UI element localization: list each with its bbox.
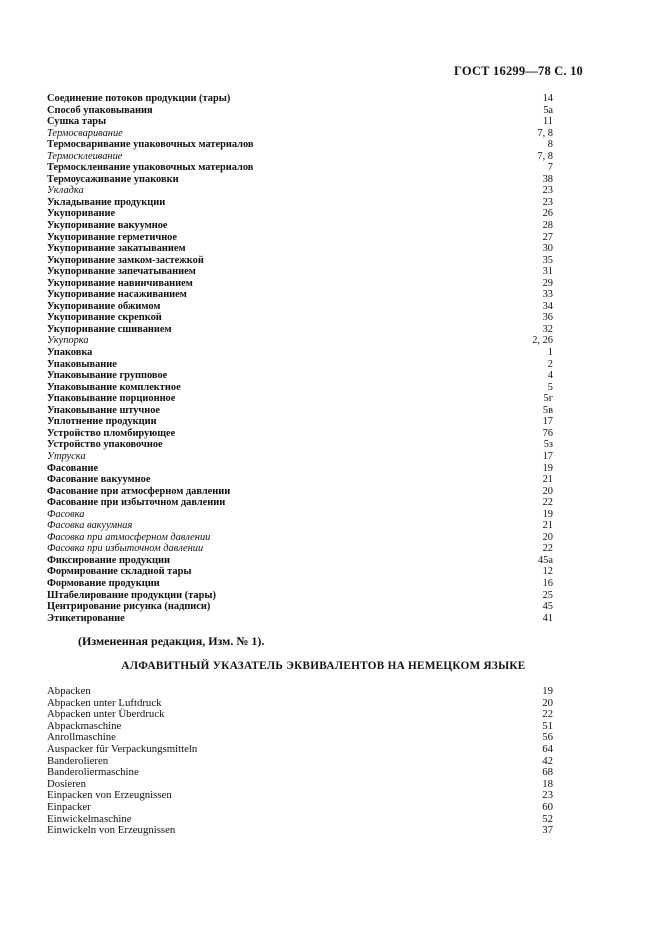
- index-entry: [47, 255, 553, 267]
- index-entry: [47, 185, 553, 197]
- german-ref: 18: [542, 777, 553, 790]
- index-entry: [47, 578, 553, 590]
- russian-term-index: [47, 93, 553, 624]
- index-ref: 2, 26: [532, 335, 553, 347]
- index-term: Термосваривание упаковочных материалов: [47, 139, 254, 151]
- index-ref: 20: [542, 531, 553, 543]
- german-ref: 42: [542, 754, 553, 767]
- index-term: Фиксирование продукции: [47, 554, 171, 566]
- german-term: Einwickelmaschine: [47, 812, 132, 825]
- index-ref: 17: [542, 450, 553, 462]
- index-term: Устройство упаковочное: [47, 439, 163, 451]
- index-term: Упаковывание порционное: [47, 393, 176, 405]
- index-term: Укупоривание сшиванием: [47, 323, 172, 335]
- index-entry: [47, 393, 553, 405]
- german-term: Abpackmaschine: [47, 719, 122, 732]
- index-entry: [47, 590, 553, 602]
- index-term: Укупоривание замком-застежкой: [47, 254, 204, 266]
- german-entry: [47, 790, 553, 802]
- index-term: Упаковывание штучное: [47, 404, 161, 416]
- german-term: Abpacken: [47, 685, 91, 697]
- index-term: Укупоривание запечатыванием: [47, 266, 196, 278]
- index-ref: 32: [542, 323, 553, 335]
- index-ref: 7: [547, 162, 553, 174]
- german-term: Abpacken unter Luftdruck: [47, 696, 162, 709]
- index-ref: 1: [547, 347, 553, 359]
- index-entry: [47, 278, 553, 290]
- index-term: Термоусаживание упаковки: [47, 173, 179, 185]
- index-term: Термосклеивание упаковочных материалов: [47, 162, 254, 174]
- index-entry: [47, 93, 553, 105]
- index-ref: 19: [542, 508, 553, 520]
- german-term: Anrollmaschine: [47, 731, 116, 744]
- index-ref: 7, 8: [537, 127, 553, 139]
- index-entry: [47, 566, 553, 578]
- index-ref: 5г: [543, 393, 553, 405]
- german-ref: 68: [542, 766, 553, 779]
- index-term: Этикетирование: [47, 612, 125, 624]
- index-term: Укупоривание обжимом: [47, 300, 161, 312]
- german-term: Abpacken unter Überdruck: [47, 708, 165, 721]
- german-ref: 56: [542, 731, 553, 744]
- index-term: Центрирование рисунка (надписи): [47, 601, 211, 613]
- index-entry: [47, 439, 553, 451]
- index-ref: 7, 8: [537, 150, 553, 162]
- german-entry: [47, 709, 553, 721]
- index-ref: 45: [542, 601, 553, 613]
- german-term: Einpacker: [47, 800, 91, 813]
- index-entry: [47, 324, 553, 336]
- index-term: Фасовка вакуумная: [47, 520, 133, 532]
- index-term: Фасование при избыточном давлении: [47, 497, 226, 509]
- index-term: Укупоривание навинчиванием: [47, 277, 193, 289]
- german-index-title: АЛФАВИТНЫЙ УКАЗАТЕЛЬ ЭКВИВАЛЕНТОВ НА НЕМЕЦКОМ ЯЗЫКЕ: [121, 660, 526, 672]
- index-ref: 41: [542, 612, 553, 624]
- index-entry: [47, 359, 553, 371]
- index-term: Упаковывание: [47, 358, 117, 370]
- index-entry: [47, 428, 553, 440]
- index-term: Способ упаковывания: [47, 104, 153, 116]
- german-ref: 51: [542, 719, 553, 732]
- index-term: Укладка: [47, 185, 84, 197]
- german-entry: [47, 767, 553, 779]
- index-ref: 21: [542, 520, 553, 532]
- german-term: Banderoliermaschine: [47, 766, 139, 779]
- index-entry: [47, 463, 553, 475]
- index-ref: 5: [547, 381, 553, 393]
- index-entry: [47, 474, 553, 486]
- german-ref: 52: [542, 812, 553, 825]
- index-ref: 26: [542, 208, 553, 220]
- german-ref: 60: [542, 800, 553, 813]
- index-entry: [47, 613, 553, 625]
- index-entry: [47, 335, 553, 347]
- index-ref: 5з: [543, 439, 553, 451]
- index-entry: [47, 105, 553, 117]
- index-entry: [47, 416, 553, 428]
- index-ref: 22: [542, 497, 553, 509]
- index-entry: [47, 497, 553, 509]
- index-term: Соединение потоков продукции (тары): [47, 93, 231, 104]
- german-entry: [47, 802, 553, 814]
- index-entry: [47, 543, 553, 555]
- index-entry: [47, 266, 553, 278]
- index-ref: 28: [542, 220, 553, 232]
- index-entry: [47, 197, 553, 209]
- index-ref: 45а: [537, 554, 553, 566]
- index-ref: 35: [542, 254, 553, 266]
- index-entry: [47, 555, 553, 567]
- index-term: Укупоривание насаживанием: [47, 289, 187, 301]
- german-term: Dosieren: [47, 777, 86, 790]
- index-ref: 5в: [542, 404, 553, 416]
- index-ref: 19: [542, 462, 553, 474]
- german-term: Banderolieren: [47, 754, 109, 767]
- index-term: Укупорка: [47, 335, 89, 347]
- index-ref: 31: [542, 266, 553, 278]
- index-ref: 38: [542, 173, 553, 185]
- revision-note: (Измененная редакция, Изм. № 1).: [78, 634, 265, 648]
- german-ref: 37: [542, 824, 553, 837]
- index-term: Термосваривание: [47, 127, 123, 139]
- german-ref: 23: [542, 789, 553, 802]
- german-term: Auspacker für Verpackungsmitteln: [47, 742, 198, 755]
- index-term: Упаковывание комплектное: [47, 381, 181, 393]
- index-entry: [47, 162, 553, 174]
- index-entry: [47, 486, 553, 498]
- index-entry: [47, 370, 553, 382]
- index-term: Фасовка: [47, 508, 85, 520]
- german-ref: 20: [542, 696, 553, 709]
- index-term: Укладывание продукции: [47, 196, 166, 208]
- index-ref: 29: [542, 277, 553, 289]
- index-term: Штабелирование продукции (тары): [47, 589, 216, 601]
- index-entry: [47, 301, 553, 313]
- index-ref: 36: [542, 312, 553, 324]
- index-term: Утруска: [47, 450, 86, 462]
- index-ref: 23: [542, 196, 553, 208]
- index-ref: 21: [542, 474, 553, 486]
- index-term: Упаковка: [47, 347, 93, 359]
- index-entry: [47, 174, 553, 186]
- index-ref: 27: [542, 231, 553, 243]
- index-ref: 22: [542, 543, 553, 555]
- index-ref: 30: [542, 243, 553, 255]
- german-ref: 19: [542, 685, 553, 697]
- index-term: Фасовка при атмосферном давлении: [47, 531, 211, 543]
- index-term: Сушка тары: [47, 116, 107, 128]
- index-entry: [47, 139, 553, 151]
- index-term: Уплотнение продукции: [47, 416, 157, 428]
- index-entry: [47, 128, 553, 140]
- index-entry: [47, 520, 553, 532]
- index-term: Фасование при атмосферном давлении: [47, 485, 231, 497]
- index-term: Упаковывание групповое: [47, 370, 168, 382]
- index-ref: 8: [547, 139, 553, 151]
- index-term: Термосклеивание: [47, 150, 123, 162]
- index-entry: [47, 382, 553, 394]
- index-ref: 25: [542, 589, 553, 601]
- index-entry: [47, 243, 553, 255]
- index-term: Формование продукции: [47, 577, 160, 589]
- index-ref: 12: [542, 566, 553, 578]
- index-ref: 5а: [543, 104, 553, 116]
- german-entry: [47, 744, 553, 756]
- german-term-index: [47, 686, 553, 837]
- index-entry: [47, 116, 553, 128]
- german-term: Einwickeln von Erzeugnissen: [47, 824, 176, 837]
- index-term: Укупоривание: [47, 208, 116, 220]
- index-term: Фасование вакуумное: [47, 474, 151, 486]
- index-term: Фасовка при избыточном давлении: [47, 543, 204, 555]
- index-ref: 16: [542, 577, 553, 589]
- index-entry: [47, 232, 553, 244]
- german-ref: 22: [542, 708, 553, 721]
- index-entry: [47, 312, 553, 324]
- index-ref: 11: [542, 116, 553, 128]
- index-entry: [47, 208, 553, 220]
- index-term: Укупоривание вакуумное: [47, 220, 168, 232]
- index-entry: [47, 532, 553, 544]
- index-term: Укупоривание закатыванием: [47, 243, 186, 255]
- index-ref: 20: [542, 485, 553, 497]
- index-entry: [47, 601, 553, 613]
- index-entry: [47, 405, 553, 417]
- index-entry: [47, 451, 553, 463]
- index-entry: [47, 509, 553, 521]
- german-entry: [47, 686, 553, 698]
- index-term: Укупоривание скрепкой: [47, 312, 162, 324]
- index-term: Укупоривание герметичное: [47, 231, 177, 243]
- index-ref: 14: [542, 93, 553, 104]
- index-term: Формирование складной тары: [47, 566, 192, 578]
- index-entry: [47, 347, 553, 359]
- index-ref: 23: [542, 185, 553, 197]
- index-term: Фасование: [47, 462, 99, 474]
- index-ref: 33: [542, 289, 553, 301]
- page-header: ГОСТ 16299—78 С. 10: [454, 64, 583, 78]
- index-ref: 34: [542, 300, 553, 312]
- index-entry: [47, 289, 553, 301]
- index-entry: [47, 151, 553, 163]
- index-term: Устройство пломбирующее: [47, 427, 176, 439]
- german-entry: [47, 825, 553, 837]
- index-ref: 17: [542, 416, 553, 428]
- index-ref: 4: [547, 370, 553, 382]
- index-ref: 76: [542, 427, 553, 439]
- german-ref: 64: [542, 742, 553, 755]
- german-term: Einpacken von Erzeugnissen: [47, 789, 172, 802]
- index-entry: [47, 220, 553, 232]
- index-ref: 2: [547, 358, 553, 370]
- german-entry: [47, 721, 553, 733]
